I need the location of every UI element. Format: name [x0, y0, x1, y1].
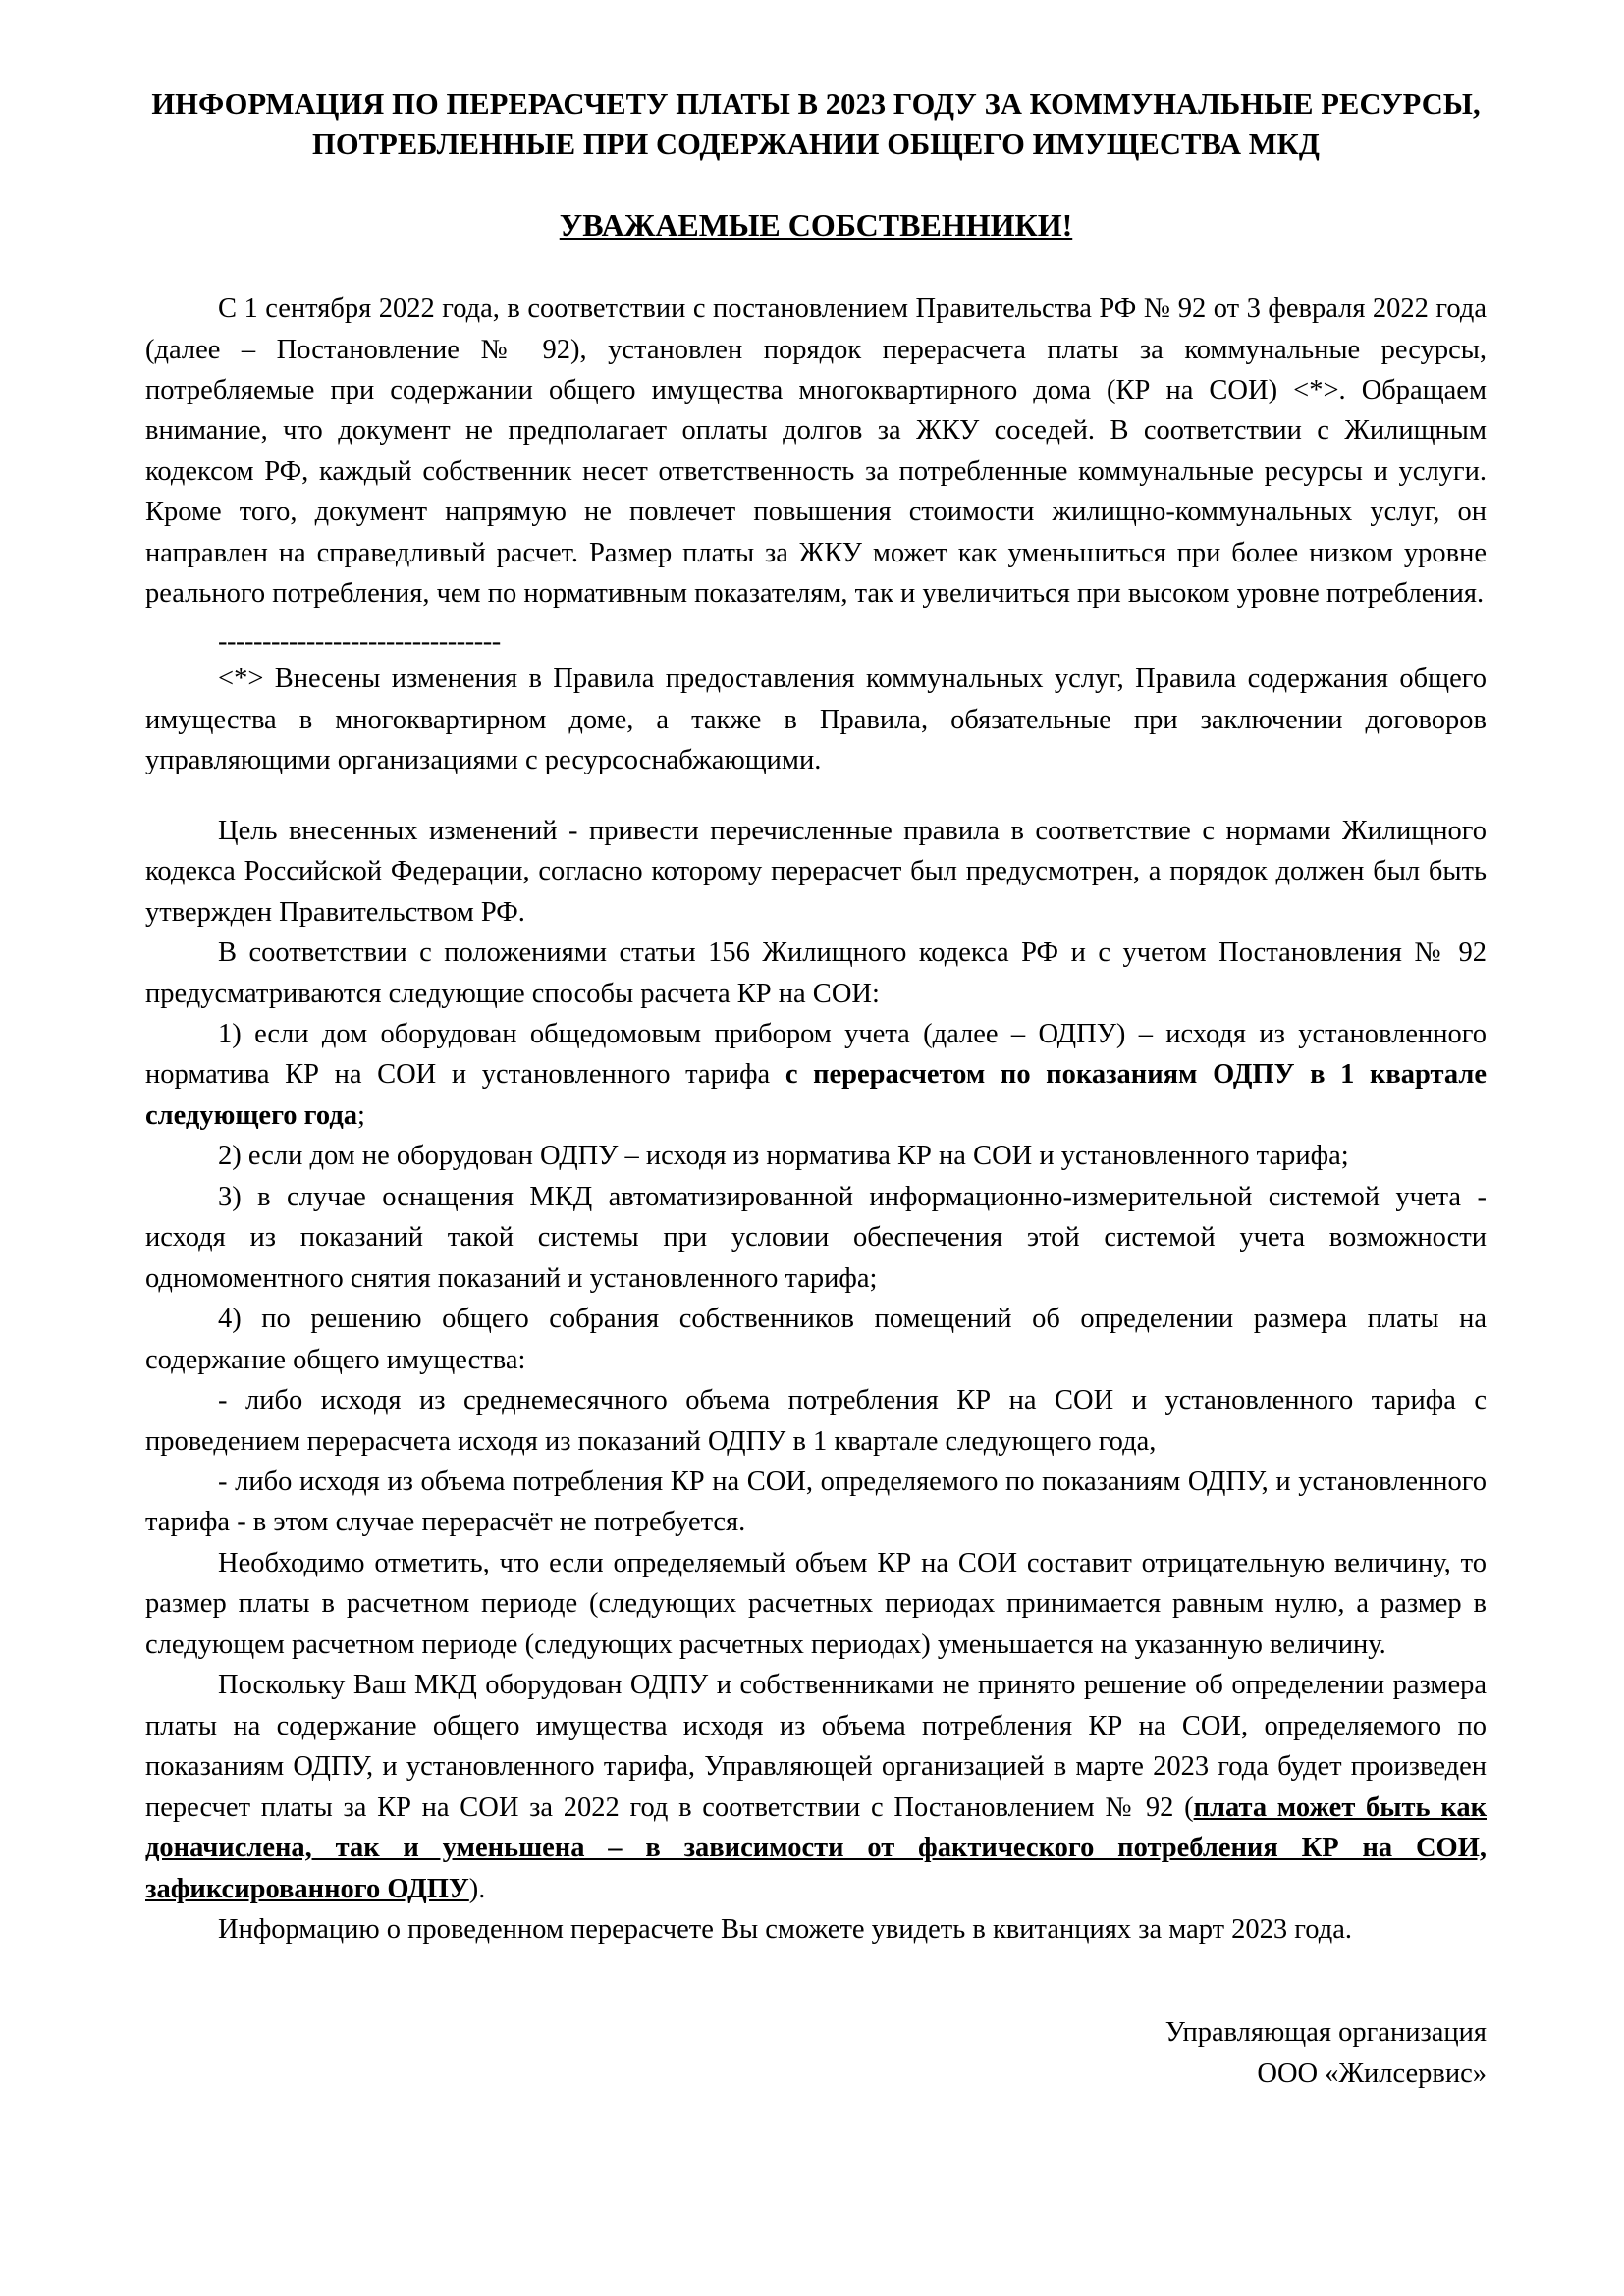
paragraph-article-156: В соответствии с положениями статьи 156 Жилищного кодекса РФ и с учетом Постановления № 92 предусматриваются следующие способы расчета КР на СОИ:: [145, 937, 1487, 1009]
paragraph-method-4-option-2: - либо исходя из объема потребления КР на СОИ, определяемого по показаниям ОДПУ, и установленного тарифа - в этом случае перерасчёт не потребуется.: [145, 1466, 1487, 1538]
paragraph-receipts-info: Информацию о проведенном перерасчете Вы сможете увидеть в квитанциях за март 2023 года.: [218, 1913, 1352, 1945]
paragraph-intro: С 1 сентября 2022 года, в соответствии с постановлением Правительства РФ № 92 от 3 февраля 2022 года (далее – Постановление № 92), установлен порядок перерасчета платы за коммунальные ресурсы, потребляемые при содержании общего имущества многоквартирного дома (КР на СОИ) <*>. Обращаем внимание, что документ не предполагает оплаты долгов за ЖКУ соседей. В соответствии с Жилищным кодексом РФ, каждый собственник несет ответственность за потребленные коммунальные ресурсы и услуги. Кроме того, документ напрямую не повлечет повышения стоимости жилищно-коммунальных услуг, он направлен на справедливый расчет. Размер платы за ЖКУ может как уменьшиться при более низком уровне реального потребления, чем по нормативным показателям, так и увеличиться при высоком уровне потребления.: [145, 294, 1487, 610]
recalculation-text-b: ).: [468, 1873, 486, 1904]
signature-organization-role: Управляющая организация: [1164, 2017, 1487, 2049]
signature-block: [145, 2012, 1487, 2094]
paragraph-purpose: Цель внесенных изменений - привести перечисленные правила в соответствие с нормами Жилищного кодекса Российской Федерации, согласно которому перерасчет был предусмотрен, а порядок должен был быть утвержден Правительством РФ.: [145, 815, 1487, 928]
paragraph-method-1: [145, 1014, 1487, 1136]
paragraph-method-4-option-1: - либо исходя из среднемесячного объема потребления КР на СОИ и установленного тарифа с проведением перерасчета исходя из показаний ОДПУ в 1 квартале следующего года,: [145, 1385, 1487, 1457]
method-1-emphasis: с перерасчетом по показаниям ОДПУ в 1 квартале следующего года: [145, 1059, 1487, 1131]
salutation-heading: УВАЖАЕМЫЕ СОБСТВЕННИКИ!: [559, 207, 1073, 243]
recalculation-emphasis: плата может быть как доначислена, так и уменьшена – в зависимости от фактического потребления КР на СОИ, зафиксированного ОДПУ: [145, 1791, 1487, 1904]
paragraph-method-4: 4) по решению общего собрания собственников помещений об определении размера платы на содержание общего имущества:: [145, 1304, 1487, 1375]
footnote-divider: --------------------------------: [218, 625, 501, 657]
page-title: ИНФОРМАЦИЯ ПО ПЕРЕРАСЧЕТУ ПЛАТЫ В 2023 ГОДУ ЗА КОММУНАЛЬНЫЕ РЕСУРСЫ, ПОТРЕБЛЕННЫЕ ПРИ СОДЕРЖАНИИ ОБЩЕГО ИМУЩЕСТВА МКД: [151, 87, 1481, 161]
signature-organization-name: ООО «Жилсервис»: [1257, 2057, 1487, 2089]
paragraph-footnote: <*> Внесены изменения в Правила предоставления коммунальных услуг, Правила содержания общего имущества в многоквартирном доме, а также в Правила, обязательные при заключении договоров управляющими организациями с ресурсоснабжающими.: [145, 664, 1487, 776]
paragraph-negative-volume: Необходимо отметить, что если определяемый объем КР на СОИ составит отрицательную величину, то размер платы в расчетном периоде (следующих расчетных периодах принимается равным нулю, а размер в следующем расчетном периоде (следующих расчетных периодах) уменьшается на указанную величину.: [145, 1547, 1487, 1660]
paragraph-method-2: 2) если дом не оборудован ОДПУ – исходя из норматива КР на СОИ и установленного тарифа;: [218, 1141, 1349, 1172]
paragraph-recalculation-notice: [145, 1665, 1487, 1909]
paragraph-method-3: 3) в случае оснащения МКД автоматизированной информационно-измерительной системой учета - исходя из показаний такой системы при условии обеспечения этой системой учета возможности одномоментного снятия показаний и установленного тарифа;: [145, 1181, 1487, 1294]
method-1-text-b: ;: [357, 1099, 365, 1131]
recalculation-text-a: Поскольку Ваш МКД оборудован ОДПУ и собственниками не принято решение об определении размера платы на содержание общего имущества исходя из объема потребления КР на СОИ, определяемого по показаниям ОДПУ, и установленного тарифа, Управляющей организацией в марте 2023 года будет произведен пересчет платы за КР на СОИ за 2022 год в соответствии с Постановлением № 92 (: [145, 1670, 1487, 1823]
method-1-text-a: 1) если дом оборудован общедомовым прибором учета (далее – ОДПУ) – исходя из установленного норматива КР на СОИ и установленного тарифа: [145, 1019, 1487, 1091]
